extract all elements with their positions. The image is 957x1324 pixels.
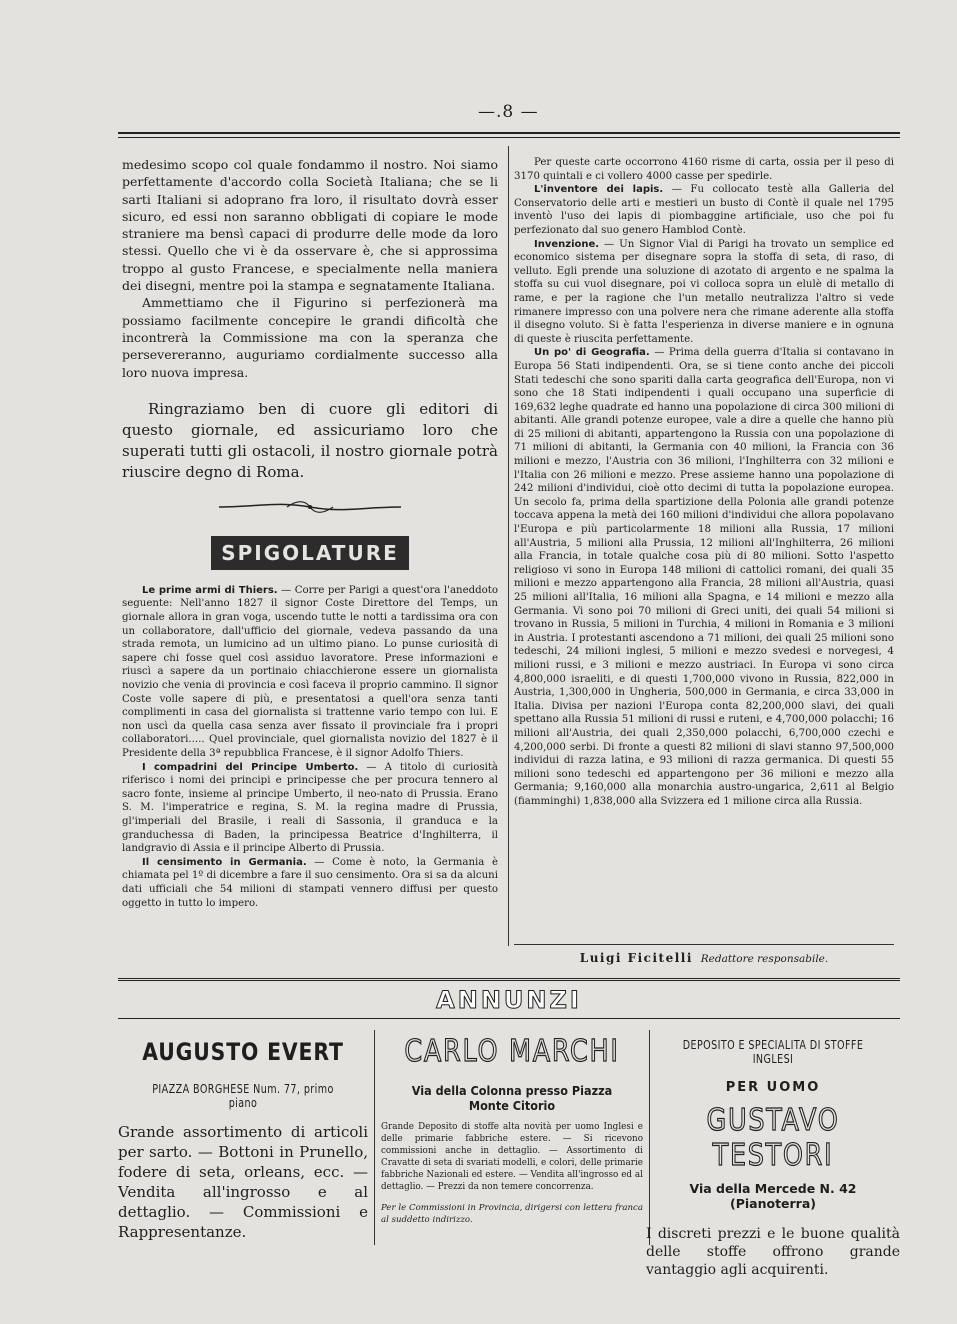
ad-header: DEPOSITO E SPECIALITA DI STOFFE INGLESI <box>682 1038 864 1066</box>
right-column <box>514 156 894 809</box>
column-divider <box>508 146 509 946</box>
news-item <box>122 856 498 910</box>
ad-name: AUGUSTO EVERT <box>142 1038 344 1066</box>
news-item <box>122 761 498 856</box>
ad-note: Per le Commissioni in Provincia, dirigersi con lettera franca al suddetto indirizzo. <box>381 1203 643 1225</box>
news-item-lead: I compadrini del Principe Umberto. <box>142 761 359 773</box>
news-item-lead: Il censimento in Germania. <box>142 856 307 868</box>
ad-address: PIAZZA BORGHESE Num. 77, primo piano <box>152 1082 334 1110</box>
news-item-lead: Le prime armi di Thiers. <box>142 584 278 596</box>
news-item-text: — Un Signor Vial di Parigi ha trovato un semplice ed economico sistema per disegnare sopra la stoffa di seta, di raso, di velluto. Egli prende una soluzione di azotato di argento e ne spalma la stoffa su cui vuol disegnare, poi vi colloca sopra un elulè di metallo di rame, e per la ragione che l'un metallo neutralizza l'altro si vede rimanere impresso con una polvere nera che rimane aderente alla stoffa il disegno voluto. Si è fatta l'esperienza in diverse maniere e in ognuna di queste è riuscita perfettamente. <box>514 238 894 345</box>
ad-text: Grande Deposito di stoffe alta novità per uomo Inglesi e delle primarie fabbriche estere. — Si ricevono commissioni anche in dettaglio. — Assortimento di Cravatte di seta di svariati modelli, e colori, delle primarie fabbriche Nazionali ed estere. — Vendita all'ingrosso ed al dettaglio. — Prezzi da non temere concorrenza. <box>381 1122 643 1192</box>
news-item-text: — Fu collocato testè alla Galleria del Conservatorio delle arti e mestieri un busto di Contè il quale nel 1795 inventò l'uso dei lapis di piombaggine artificiale, uso che poi fu perfezionato dal suo genero Hamblod Contè. <box>514 184 894 236</box>
news-item-lead: Un po' di Geografia. <box>534 347 650 359</box>
page-number: —.8 — <box>478 102 539 122</box>
left-column <box>122 156 498 910</box>
news-item-text: — Corre per Parigi a quest'ora l'aneddoto seguente: Nell'anno 1827 il signor Coste Direttore del Temps, un giornale allora in gran voga, uscendo tutte le notti a tardissima ora con un collaboratore, dall'ufficio del giornale, vedeva passando da una strada remota, un lumicino ad un ultimo piano. Lo punse curiosità di sapere chi fosse quel così assiduo lavoratore. Prese informazioni e riuscì a sapere da un portinaio chiacchierone essere un giornalista novizio che venia di provincia e così faceva il proprio cammino. Il signor Coste volle sapere di più, e presentatosi a quell'ora senza tanti complimenti in casa del giornalista si trattenne vario tempo con lui. E non uscì da quella casa senza aver fissato il provinciale fra i propri collaboratori..... Quel provinciale, quel giornalista novizio del 1827 è il Presidente della 3ª repubblica Francese, è il signor Adolfo Thiers. <box>122 584 499 759</box>
ad-text: I discreti prezzi e le buone qualità delle stoffe offrono grande vantaggio agli acquirenti. <box>646 1226 900 1278</box>
ad-text: Grande assortimento di articoli per sarto. — Bottoni in Prunello, fodere di seta, orleans, ecc. — Vendita all'ingrosso e al dettaglio. — Commissioni e Rappresentanze. <box>118 1123 368 1241</box>
ads-title: ANNUNZI <box>436 986 582 1014</box>
news-item-text: — Come è noto, la Germania è chiamata pel 1º di dicembre a fare il suo censimento. Ora si sa da alcuni dati ufficiali che 54 milioni di stampati vennero diffusi per questo oggetto in tutto lo impero. <box>122 856 498 909</box>
ad-augusto-evert <box>118 1030 368 1245</box>
ad-name: GUSTAVO TESTORI <box>706 1103 840 1173</box>
news-item-lead: Invenzione. <box>534 238 600 250</box>
header-rule <box>118 132 900 138</box>
ornament-divider <box>217 498 403 516</box>
ad-address: Via della Colonna presso Piazza Monte Citorio <box>411 1083 613 1113</box>
ad-name: CARLO MARCHI <box>404 1034 620 1069</box>
news-item <box>122 584 498 761</box>
news-item <box>514 346 894 808</box>
ads-top-rule <box>118 978 900 983</box>
ad-gustavo-testori <box>646 1030 900 1278</box>
ad-address: Via della Mercede N. 42 (Pianoterra) <box>689 1181 857 1211</box>
news-item <box>514 238 894 347</box>
news-item-text: — A titolo di curiosità riferisco i nomi dei principi e principesse che per procura tennero al sacro fonte, insieme al principe Umberto, il neo-nato di Prussia. Erano S. M. l'imperatrice e regina, S. M. la regina madre di Prussia, gl'imperiali del Brasile, i reali di Sassonia, il granduca e la granduchessa di Baden, la principessa Beatrice d'Inghilterra, il landgravio di Assia e il principe Alberto di Prussia. <box>122 761 498 855</box>
article-paragraph: Ammettiamo che il Figurino si perfezionerà ma possiamo facilmente concepire le grandi dificoltà che incontrerà la Commissione ma con la speranza che persevereranno, auguriamo cordialmente successo alla loro nuova impresa. <box>122 295 498 380</box>
news-item <box>514 183 894 237</box>
section-heading: SPIGOLATURE <box>211 536 409 570</box>
thanks-paragraph: Ringraziamo ben di cuore gli editori di questo giornale, ed assicuriamo loro che superati tutti gli ostacoli, il nostro giornale potrà riuscire degno di Roma. <box>122 399 498 481</box>
ads-title-rule <box>118 1018 900 1019</box>
news-item-intro: Per queste carte occorrono 4160 risme di carta, ossia per il peso di 3170 quintali e ci vollero 4000 casse per spedirle. <box>514 157 894 182</box>
article-paragraph: medesimo scopo col quale fondammo il nostro. Noi siamo perfettamente d'accordo colla Società Italiana; che se li sarti Italiani si adoprano fra loro, il risultato dovrà esser sicuro, ed essi non saranno obbligati di copiare le mode straniere ma bensì capaci di produrre delle mode da loro stessi. Quello che vi è da osservare è, che si approssima troppo al gusto Francese, e specialmente nella maniera dei disegni, mentre poi la stampa e segnatamente Italiana. <box>122 157 498 294</box>
news-item-text: — Prima della guerra d'Italia si contavano in Europa 56 Stati indipendenti. Ora, se si tiene conto anche dei piccoli Stati tedeschi che sono spariti dalla carta geografica dell'Europa, non vi sono che 18 Stati indipendenti i quali occupano una superficie di 169,632 leghe quadrate ed hanno una popolazione di circa 300 milioni di abitanti. Alle grandi potenze europee, vale a dire a quelle che hanno più di 25 milioni di abitanti, appartengono la Russia con una popolazione di 71 milioni di abitanti, la Germania con 40 milioni, la Francia con 36 milioni e mezzo, l'Austria con 36 milioni, l'Inghilterra con 32 milioni e l'Italia con 26 milioni e mezzo. Prese assieme hanno una popolazione di 242 milioni d'individui, cioè otto decimi di tutta la popolazione europea. Un secolo fa, prima della spartizione della Polonia alle grandi potenze toccava appena la metà dei 160 milioni d'individui che allora popolavano l'Europa e più particolarmente 18 milioni alla Russia, 17 milioni all'Austria, 5 milioni alla Prussia, 12 milioni all'Inghilterra, 26 milioni alla Francia, in totale qualche cosa più di 80 milioni. Sotto l'aspetto religioso vi sono in Europa 148 milioni di cattolici romani, dei quali 35 milioni e mezzo appartengono alla Francia, 28 milioni all'Austria, quasi 25 milioni all'Italia, 16 milioni alla Spagna, e 14 milioni e mezzo alla Germania. Vi sono poi 70 milioni di Greci uniti, dei quali 54 milioni si trovano in Russia, 5 milioni in Turchia, 4 milioni in Romania e 3 milioni in Austria. I protestanti ascendono a 71 milioni, dei quali 25 milioni sono tedeschi, 24 milioni inglesi, 5 milioni e mezzo svedesi e norvegesi, 4 milioni russi, e 3 milioni e mezzo austriaci. In Europa vi sono circa 4,800,000 israeliti, e di questi 1,700,000 vivono in Russia, 822,000 in Austria, 1,300,000 in Ungheria, 500,000 in Germania, e circa 33,000 in Italia. Divisa per nazioni l'Europa conta 82,200,000 slavi, dei quali spettano alla Russia 51 milioni di russi e ruteni, e 4,700,000 polacchi; 16 milioni all'Austria, dei quali 2,350,000 polacchi, 6,700,000 czechi e 4,200,000 serbi. Di fronte a questi 82 milioni di slavi stanno 97,500,000 individui di razza latina, e 93 milioni di razza germanica. Di questi 55 milioni sono tedeschi ed appartengono per 36 milioni e mezzo alla Germania; 9,160,000 alla monarchia austro-ungarica, 2,611 al Belgio (fiamminghi) 1,838,000 alla Svizzera ed 1 milione circa alla Russia. <box>514 347 894 807</box>
ad-carlo-marchi <box>374 1030 650 1245</box>
editor-title: Redattore responsabile. <box>700 953 829 965</box>
news-item-lead: L'inventore dei lapis. <box>534 184 664 196</box>
editor-name: Luigi Ficitelli <box>579 951 693 965</box>
editor-signature <box>514 944 894 965</box>
ad-subheader: PER UOMO <box>725 1080 821 1095</box>
